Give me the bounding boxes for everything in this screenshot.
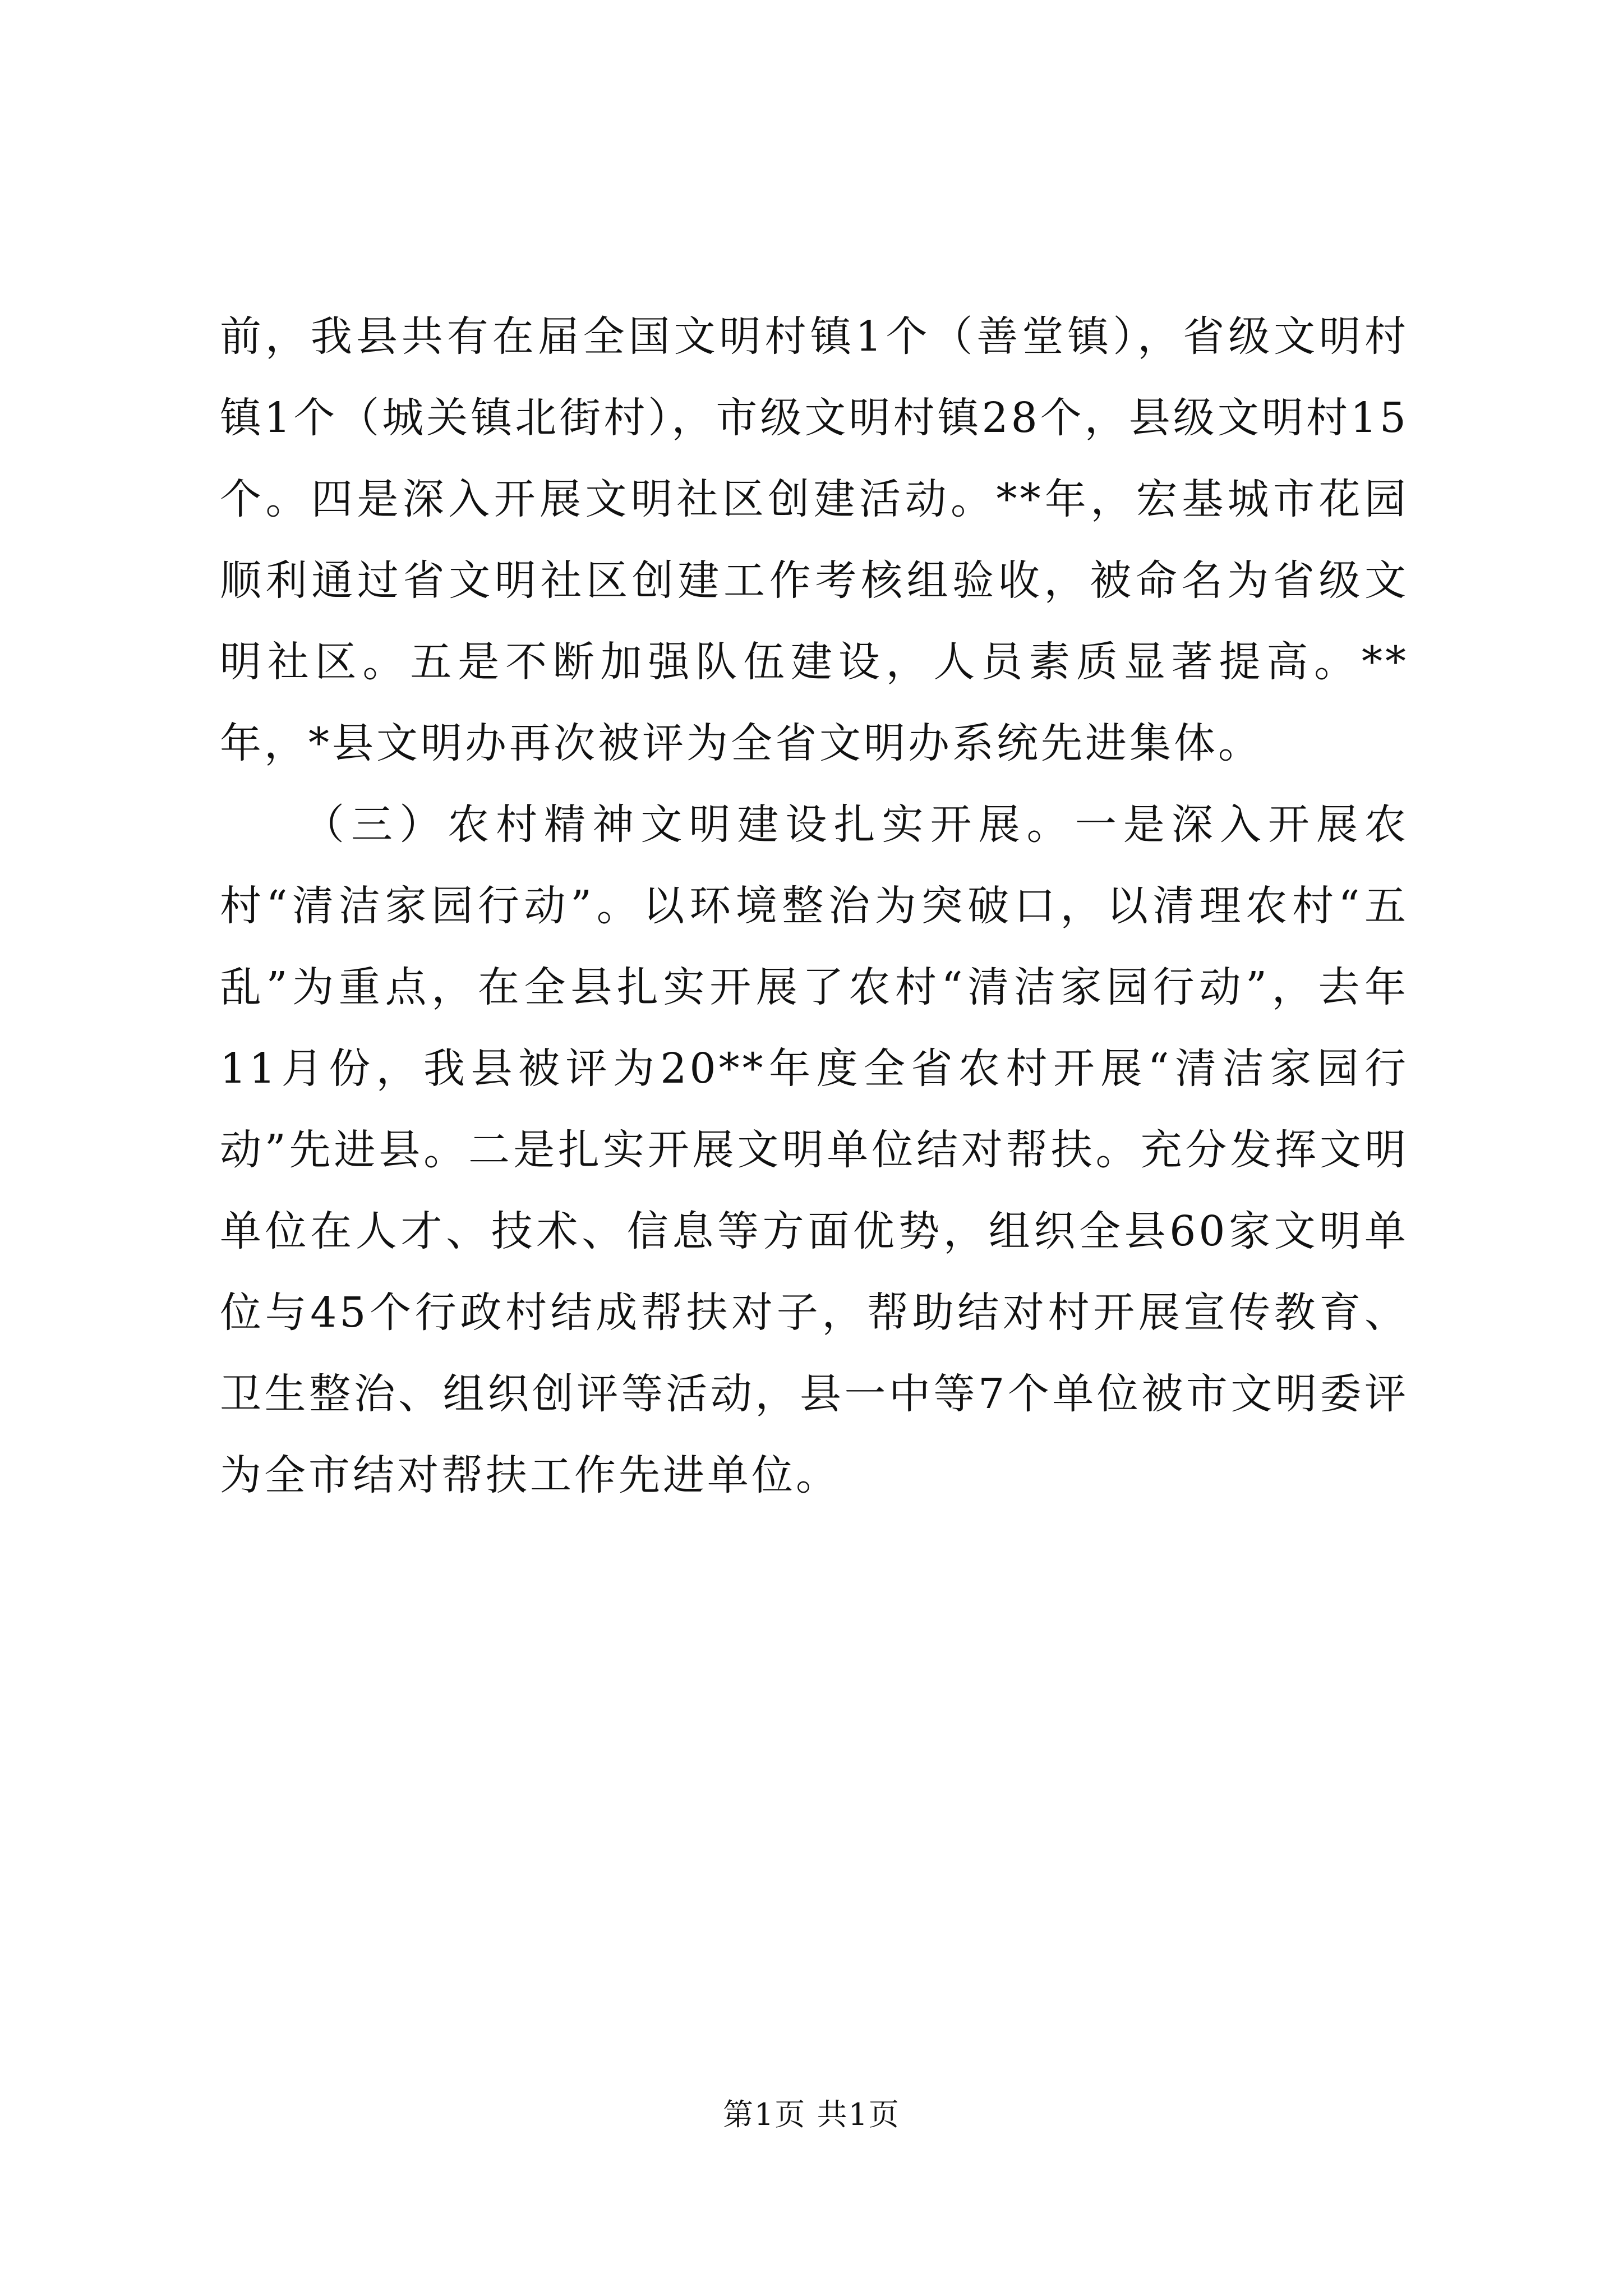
page-footer bbox=[0, 2095, 1623, 2134]
document-body bbox=[220, 296, 1409, 1516]
page-number-label: 第1页 共1页 bbox=[723, 2097, 900, 2132]
paragraph-1: 前，我县共有在届全国文明村镇1个（善堂镇），省级文明村镇1个（城关镇北街村），市级文明村镇28个，县级文明村15个。四是深入开展文明社区创建活动。**年，宏基城市花园顺利通过省文明社区创建工作考核组验收，被命名为省级文明社区。五是不断加强队伍建设，人员素质显著提高。**年，*县文明办再次被评为全省文明办系统先进集体。 bbox=[220, 312, 1409, 767]
paragraph-2: （三）农村精神文明建设扎实开展。一是深入开展农村“清洁家园行动”。以环境整治为突破口，以清理农村“五乱”为重点，在全县扎实开展了农村“清洁家园行动”，去年11月份，我县被评为20**年度全省农村开展“清洁家园行动”先进县。二是扎实开展文明单位结对帮扶。充分发挥文明单位在人才、技术、信息等方面优势，组织全县60家文明单位与45个行政村结成帮扶对子，帮助结对村开展宣传教育、卫生整治、组织创评等活动，县一中等7个单位被市文明委评为全市结对帮扶工作先进单位。 bbox=[220, 800, 1409, 1499]
